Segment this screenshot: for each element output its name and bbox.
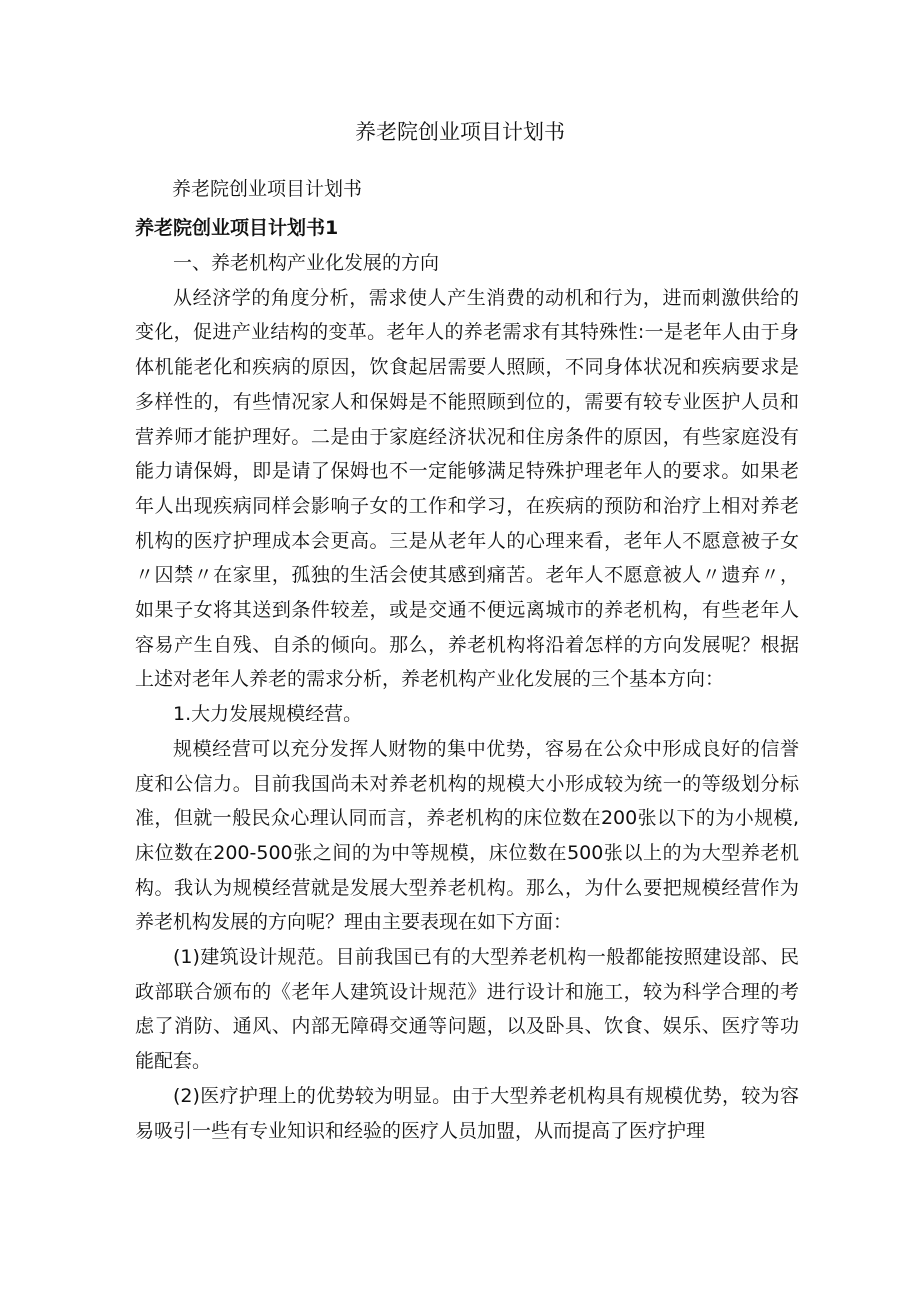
- paragraph-heading-1: 一、养老机构产业化发展的方向: [173, 252, 440, 274]
- section-heading: 养老院创业项目计划书1: [135, 217, 339, 239]
- document-body: [135, 246, 799, 1148]
- paragraph-demand-analysis: 从经济学的角度分析，需求使人产生消费的动机和行为，进而刺激供给的变化，促进产业结构的变革。老年人的养老需求有其特殊性:一是老年人由于身体机能老化和疾病的原因，饮食起居需要人照顾，不同身体状况和疾病要求是多样性的，有些情况家人和保姆是不能照顾到位的，需要有较专业医护人员和营养师才能护理好。二是由于家庭经济状况和住房条件的原因，有些家庭没有能力请保姆，即是请了保姆也不一定能够满足特殊护理老年人的要求。如果老年人出现疾病同样会影响子女的工作和学习，在疾病的预防和治疗上相对养老机构的医疗护理成本会更高。三是从老年人的心理来看，老年人不愿意被子女〃囚禁〃在家里，孤独的生活会使其感到痛苦。老年人不愿意被人〃遗弃〃，如果子女将其送到条件较差，或是交通不便远离城市的养老机构，有些老年人容易产生自残、自杀的倾向。那么，养老机构将沿着怎样的方向发展呢？根据上述对老年人养老的需求分析，养老机构产业化发展的三个基本方向：: [135, 286, 799, 691]
- document-title: 养老院创业项目计划书: [355, 120, 565, 144]
- paragraph-scale-operation: 规模经营可以充分发挥人财物的集中优势，容易在公众中形成良好的信誉度和公信力。目前我国尚未对养老机构的规模大小形成较为统一的等级划分标准，但就一般民众心理认同而言，养老机构的床位数在200张以下的为小规模,床位数在200-500张之间的为中等规模，床位数在500张以上的为大型养老机构。我认为规模经营就是发展大型养老机构。那么，为什么要把规模经营作为养老机构发展的方向呢？理由主要表现在如下方面：: [135, 737, 799, 934]
- paragraph-medical-care: (2)医疗护理上的优势较为明显。由于大型养老机构具有规模优势，较为容易吸引一些有专业知识和经验的医疗人员加盟，从而提高了医疗护理: [135, 1084, 799, 1142]
- paragraph-heading-scale: 1.大力发展规模经营。: [173, 703, 363, 726]
- paragraph-building-design: (1)建筑设计规范。目前我国已有的大型养老机构一般都能按照建设部、民政部联合颁布的《老年人建筑设计规范》进行设计和施工，较为科学合理的考虑了消防、通风、内部无障碍交通等问题，以及卧具、饮食、娱乐、医疗等功能配套。: [135, 946, 799, 1073]
- document-subtitle: 养老院创业项目计划书: [172, 178, 363, 200]
